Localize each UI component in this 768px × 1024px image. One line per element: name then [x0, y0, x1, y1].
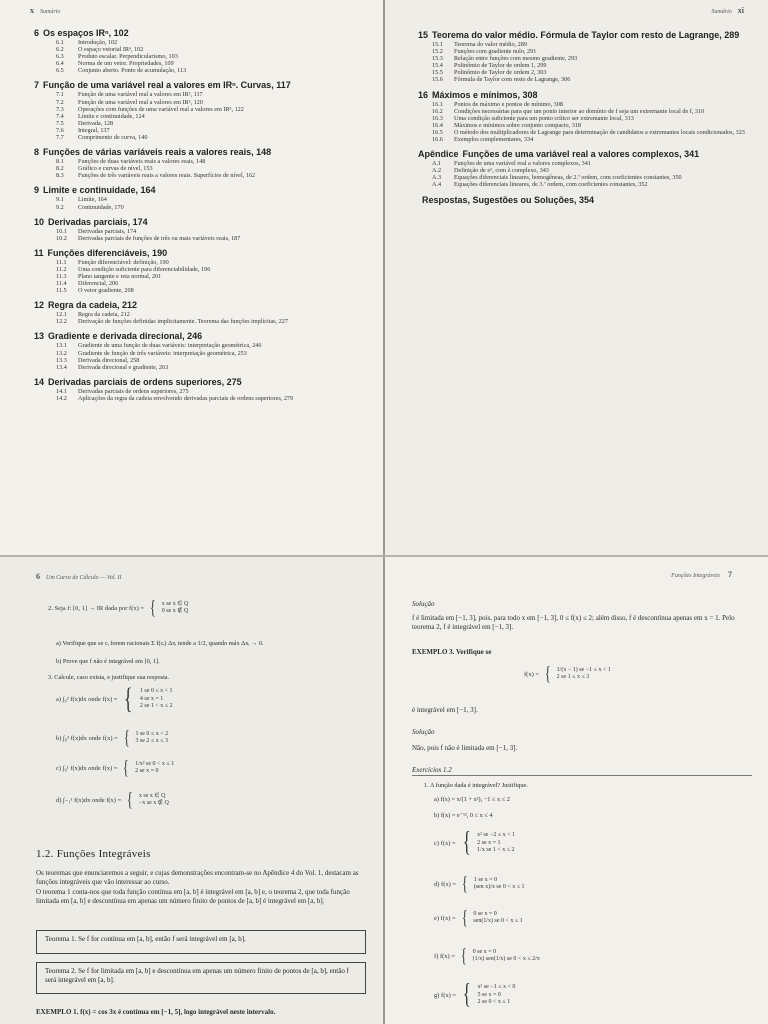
- toc-entry: [42, 235, 362, 242]
- toc-entry: [42, 280, 362, 287]
- entry-title: Derivadas parciais de ordens superiores, 275: [78, 387, 189, 395]
- entry-number: 7.3: [56, 105, 64, 113]
- entry-title: Função diferenciável: definição, 190: [78, 258, 169, 266]
- question-1e: e) f(x) = { 0 se x = 0 sen(1/x) se 0 < x ≤ 1: [434, 907, 523, 929]
- entry-number: 16.3: [432, 114, 443, 122]
- toc-entry: [418, 41, 748, 48]
- entry-title: Derivada, 128: [78, 119, 114, 127]
- entry-number: 11.3: [56, 272, 67, 280]
- example-3: EXEMPLO 3. Verifique se: [412, 648, 492, 656]
- chapter-label: Funções de várias variáveis reais a valores reais, 148: [43, 147, 272, 158]
- chapter-title: [34, 80, 362, 90]
- entry-number: 10.1: [56, 227, 67, 235]
- toc-entry: [42, 113, 362, 120]
- chapter-label: Regra da cadeia, 212: [48, 300, 138, 311]
- entry-number: 13.4: [56, 363, 67, 371]
- entry-title: Conjunto aberto. Ponto de acumulação, 113: [78, 67, 187, 75]
- entry-number: 7.1: [56, 91, 64, 99]
- question-1c: c) f(x) = { x² se −2 ≤ x < 1 2 se x = 1 1/x se 1 < x ≤ 2: [434, 827, 516, 859]
- entry-title: Definição de eᶦᵗ, com λ complexo, 343: [454, 167, 549, 175]
- toc-entry: [42, 259, 362, 266]
- chapter-number: 7: [34, 80, 40, 91]
- solution-text: f é limitada em [−1, 3], pois, para todo x em [−1, 3], 0 ≤ f(x) ≤ 2; além disso, f é descontínua apenas em x = 1. Pelo teorema 2, f é integrável em [−1, 3].: [412, 614, 735, 631]
- entry-title: Continuidade, 170: [78, 203, 124, 211]
- toc-chapter: [34, 216, 362, 242]
- toc-entry: [42, 395, 362, 402]
- toc-entry: [42, 204, 362, 211]
- entry-title: Comprimento de curva, 140: [78, 134, 148, 142]
- chapter-label: Limite e continuidade, 164: [43, 185, 156, 196]
- toc-entry: [418, 174, 748, 181]
- toc-entry: [42, 350, 362, 357]
- page-header: x Sumário: [30, 6, 61, 15]
- chapter-title: [34, 185, 362, 195]
- entry-title: Plano tangente e reta normal, 201: [78, 272, 162, 280]
- entry-title: Funções de uma variável real a valores complexos, 341: [454, 160, 591, 168]
- entry-title: Pontos de máximo e pontos de mínimo, 308: [454, 100, 563, 108]
- toc-entry: [42, 364, 362, 371]
- chapter-label: Teorema do valor médio. Fórmula de Taylor com resto de Lagrange, 289: [432, 30, 740, 40]
- exercise-3c: c) ∫₀¹ f(x)dx onde f(x) = { 1/x² se 0 < x ≤ 1 2 se x = 0: [56, 757, 175, 779]
- chapter-label: Máximos e mínimos, 308: [432, 89, 538, 100]
- entry-number: A.3: [432, 174, 442, 182]
- toc-entry: [42, 134, 362, 141]
- entry-title: Limite, 164: [78, 196, 107, 204]
- chapter-label: Funções de uma variável real a valores complexos, 341: [462, 149, 700, 160]
- entry-number: 14.2: [56, 394, 67, 402]
- entry-number: 13.2: [56, 349, 67, 357]
- entry-title: Limite e continuidade, 124: [78, 112, 145, 120]
- solution-text: Não, pois f não é limitada em [−1, 3].: [412, 744, 518, 752]
- entry-title: Regra da cadeia, 212: [78, 311, 130, 319]
- toc-entry: [42, 99, 362, 106]
- entry-title: Exemplos complementares, 334: [454, 136, 534, 144]
- example-1: EXEMPLO 1. f(x) = cos 3x é contínua em [−1, 5], logo integrável neste intervalo.: [36, 1008, 276, 1016]
- solution-label: Solução: [412, 728, 435, 736]
- entry-number: 7.2: [56, 98, 64, 106]
- entry-title: Gradiente de uma função de duas variáveis: interpretação geométrica, 246: [78, 342, 262, 350]
- toc-entry: [418, 76, 748, 83]
- toc-entry: [42, 53, 362, 60]
- entry-number: 15.4: [432, 62, 443, 70]
- toc-chapter: [418, 195, 748, 205]
- entry-number: 7.4: [56, 112, 64, 120]
- entry-title: Função de uma variável real a valores em IR³, 120: [78, 98, 203, 106]
- chapter-number: 8: [34, 147, 40, 158]
- entry-title: Gráfico e curvas de nível, 153: [78, 165, 153, 173]
- entry-number: 11.5: [56, 287, 67, 295]
- entry-number: 15.3: [432, 55, 443, 63]
- entry-title: Introdução, 102: [78, 39, 118, 46]
- toc-entry: [42, 106, 362, 113]
- toc-entry: [42, 67, 362, 74]
- chapter-number: 15: [418, 30, 429, 40]
- chapter-title: [418, 30, 748, 40]
- text-page-left: [0, 556, 384, 1024]
- question-1b: b) f(x) = e⁻ˣ², 0 ≤ x ≤ 4: [434, 812, 493, 819]
- toc-entry: [42, 342, 362, 349]
- toc-entry: [42, 39, 362, 46]
- chapter-number: 11: [34, 247, 44, 258]
- toc-entry: [42, 266, 362, 273]
- chapter-title: [34, 331, 362, 341]
- entry-number: 7.7: [56, 134, 64, 142]
- toc-chapter: [34, 147, 362, 180]
- entry-title: Funções com gradiente nulo, 291: [454, 48, 537, 56]
- toc-chapter: [418, 90, 748, 144]
- entry-title: Norma de um vetor. Propriedades, 109: [78, 60, 174, 68]
- chapter-number: 10: [34, 216, 45, 227]
- toc-chapter: [34, 376, 362, 402]
- entry-title: Uma condição suficiente para diferenciabilidade, 196: [78, 265, 211, 273]
- example-3-end: é integrável em [−1, 3].: [412, 706, 478, 714]
- toc-entry: [418, 129, 748, 136]
- toc-entry: [418, 69, 748, 76]
- toc-entry: [418, 136, 748, 143]
- chapter-title: [34, 217, 362, 227]
- question-1g: g) f(x) = { x² se −1 ≤ x < 0 5 se x = 0 2 se 0 < x ≤ 1: [434, 979, 516, 1011]
- chapter-label: Derivadas parciais, 174: [48, 216, 148, 227]
- chapter-number: 9: [34, 185, 40, 196]
- entry-title: Funções de duas variáveis reais a valores reais, 148: [78, 158, 206, 166]
- toc-list: [418, 30, 748, 211]
- entry-number: 7.5: [56, 119, 64, 127]
- entry-title: Derivadas parciais de funções de três ou mais variáveis reais, 187: [78, 234, 241, 242]
- toc-entry: [418, 101, 748, 108]
- chapter-number: 14: [34, 376, 45, 387]
- toc-entry: [42, 120, 362, 127]
- entry-number: 16.5: [432, 128, 443, 136]
- paragraph: O teorema 1 conta-nos que toda função contínua em [a, b] é integrável em [a, b] e, o teorema 2, que toda função limitada em [a, b] e descontínua em apenas um número finito de pontos de [a, b] é integrável em [a, b].: [36, 888, 350, 905]
- entry-title: O método dos multiplicadores de Lagrange para determinação de candidatos a extremantes locais condicionados, 323: [454, 128, 745, 136]
- toc-entry: [418, 160, 748, 167]
- chapter-label: Função de uma variável real a valores em IRⁿ. Curvas, 117: [43, 80, 291, 91]
- question-1d: d) f(x) = { 1 se x = 0 (sen x)/x se 0 < x ≤ 1: [434, 873, 525, 895]
- entry-title: Relação entre funções com mesmo gradiente, 293: [454, 55, 578, 63]
- chapter-title: [34, 248, 362, 258]
- entry-number: 15.6: [432, 76, 443, 84]
- chapter-title: [418, 195, 748, 205]
- chapter-label: Funções diferenciáveis, 190: [47, 247, 168, 258]
- toc-entry: [42, 91, 362, 98]
- chapter-title: [34, 300, 362, 310]
- entry-number: 16.4: [432, 121, 443, 129]
- chapter-title: [34, 377, 362, 387]
- exercise-3a: a) ∫₀² f(x)dx onde f(x) = { 1 se 0 ≤ x < 1 4 se x = 1 2 se 1 < x ≤ 2: [56, 682, 173, 716]
- exercise-3d: d) ∫₋₁¹ f(x)dx onde f(x) = { x se x ∈ Q −x se x ∉ Q: [56, 789, 169, 811]
- toc-chapter: [34, 300, 362, 326]
- entry-title: Diferencial, 206: [78, 280, 119, 288]
- entry-number: 16.1: [432, 100, 443, 108]
- toc-entry: [42, 158, 362, 165]
- toc-entry: [42, 357, 362, 364]
- toc-chapter: [34, 247, 362, 295]
- entry-number: 9.2: [56, 203, 64, 211]
- exercise-2: 2. Seja f: [0, 1] → IR dada por f(x) = { x se x ∈ Q 0 se x ∉ Q: [48, 597, 189, 619]
- chapter-title: [418, 149, 748, 159]
- entry-number: 10.2: [56, 234, 67, 242]
- example-3-function: f(x) = { 1/(x − 1) se −1 ≤ x < 1 2 se 1 ≤ x ≤ 3: [524, 663, 611, 685]
- toc-page-left: [0, 0, 384, 556]
- toc-entry: [42, 60, 362, 67]
- entry-title: Função de uma variável real a valores em IR², 117: [78, 91, 203, 99]
- toc-entry: [42, 273, 362, 280]
- entry-number: 8.2: [56, 165, 64, 173]
- chapter-number: Apêndice: [418, 149, 459, 160]
- toc-entry: [418, 48, 748, 55]
- toc-entry: [42, 165, 362, 172]
- toc-entry: [42, 228, 362, 235]
- chapter-number: 6: [34, 28, 40, 38]
- entry-title: Máximos e mínimos sobre conjunto compacto, 318: [454, 121, 581, 129]
- text-page-right: [384, 556, 768, 1024]
- page-seam: [0, 555, 768, 557]
- entry-title: Fórmula de Taylor com resto de Lagrange, 306: [454, 76, 571, 84]
- toc-entry: [42, 318, 362, 325]
- entry-title: Teorema do valor médio, 289: [454, 41, 527, 48]
- exercise-2b: b) Prove que f não é integrável em [0, 1].: [56, 658, 160, 665]
- toc-entry: [418, 108, 748, 115]
- entry-title: Derivada direcional, 258: [78, 356, 140, 364]
- entry-title: Operações com funções de uma variável real a valores em IRⁿ, 122: [78, 105, 244, 113]
- toc-entry: [42, 46, 362, 53]
- chapter-label: Gradiente e derivada direcional, 246: [48, 331, 203, 342]
- toc-chapter: [34, 185, 362, 211]
- exercise-2a: a) Verifique que se cᵢ forem racionais Σ f(cᵢ) Δxᵢ tende a 1/2, quando máx Δxᵢ → 0.: [56, 640, 264, 647]
- toc-chapter: [34, 331, 362, 371]
- toc-entry: [42, 196, 362, 203]
- chapter-label: Os espaços IRⁿ, 102: [43, 28, 129, 38]
- toc-chapter: [34, 28, 362, 75]
- entry-number: A.2: [432, 167, 442, 175]
- toc-entry: [418, 122, 748, 129]
- toc-chapter: [418, 149, 748, 188]
- entry-number: A.1: [432, 160, 442, 168]
- entry-title: Integral, 137: [78, 126, 110, 134]
- entry-title: Produto escalar. Perpendicularismo, 103: [78, 53, 178, 61]
- exercise-3: 3. Calcule, caso exista, e justifique sua resposta.: [48, 674, 170, 681]
- entry-number: 7.6: [56, 126, 64, 134]
- chapter-title: [34, 147, 362, 157]
- chapter-number: 16: [418, 89, 429, 100]
- entry-number: 11.1: [56, 258, 67, 266]
- entry-number: 6.5: [56, 67, 64, 75]
- entry-title: Funções de três variáveis reais a valores reais. Superfícies de nível, 162: [78, 172, 256, 180]
- entry-title: Polinômio de Taylor de ordem 1, 299: [454, 62, 547, 70]
- entry-number: 16.2: [432, 107, 443, 115]
- entry-number: 12.1: [56, 311, 67, 319]
- entry-number: 13.1: [56, 342, 67, 350]
- toc-chapter: [34, 80, 362, 142]
- entry-number: 15.2: [432, 48, 443, 56]
- entry-number: 12.2: [56, 318, 67, 326]
- entry-number: A.4: [432, 181, 442, 189]
- entry-number: 8.1: [56, 158, 64, 166]
- entry-title: Uma condição suficiente para um ponto crítico ser extremante local, 313: [454, 114, 634, 122]
- toc-entry: [42, 388, 362, 395]
- entry-number: 13.3: [56, 356, 67, 364]
- page-seam: [383, 0, 385, 1024]
- page-header: Sumário xi: [711, 6, 744, 15]
- toc-entry: [418, 115, 748, 122]
- entry-title: Derivação de funções definidas implicitamente. Teorema das funções implícitas, 227: [78, 318, 288, 326]
- entry-number: 11.2: [56, 265, 67, 273]
- entry-number: 11.4: [56, 280, 67, 288]
- entry-title: Derivadas parciais, 174: [78, 227, 137, 235]
- entry-number: 15.1: [432, 41, 443, 48]
- chapter-label: Respostas, Sugestões ou Soluções, 354: [422, 194, 595, 205]
- theorem-1-box: Teorema 1. Se f for contínua em [a, b], então f será integrável em [a, b].: [36, 930, 366, 954]
- question-1f: f) f(x) = { 0 se x = 0 (1/x) sen(1/x) se 0 < x ≤ 2/π: [434, 945, 540, 967]
- theorem-2-box: Teorema 2. Se f for limitada em [a, b] e descontínua em apenas um número finito de pontos de [a, b], então f será integrável em [a, b].: [36, 962, 366, 994]
- toc-entry: [418, 62, 748, 69]
- entry-title: Equações diferenciais lineares, homogêneas, de 2.ª ordem, com coeficientes constantes, 350: [454, 174, 682, 182]
- toc-entry: [42, 172, 362, 179]
- chapter-title: [34, 28, 362, 38]
- toc-entry: [418, 55, 748, 62]
- exercise-3b: b) ∫₀³ f(x)dx onde f(x) = { 1 se 0 ≤ x < 2 3 se 2 ≤ x ≤ 3: [56, 727, 169, 749]
- entry-number: 15.5: [432, 69, 443, 77]
- entry-title: Derivada direcional e gradiente, 263: [78, 363, 169, 371]
- entry-number: 6.2: [56, 46, 64, 54]
- toc-entry: [42, 287, 362, 294]
- entry-title: Condições necessárias para que um ponto interior ao domínio de f seja um extremante local de f, 310: [454, 107, 705, 115]
- entry-number: 9.1: [56, 196, 64, 204]
- toc-chapter: [418, 30, 748, 84]
- entry-title: Gradiente de função de três variáveis: interpretação geométrica, 253: [78, 349, 247, 357]
- entry-title: Equações diferenciais lineares, de 3.ª ordem, com coeficientes constantes, 352: [454, 181, 648, 189]
- solution-label: Solução: [412, 600, 435, 608]
- entry-title: O vetor gradiente, 208: [78, 287, 134, 295]
- question-1a: a) f(x) = x/(1 + x²), −1 ≤ x ≤ 2: [434, 796, 510, 803]
- chapter-label: Derivadas parciais de ordens superiores, 275: [48, 376, 242, 387]
- chapter-number: 12: [34, 300, 45, 311]
- section-title: 1.2. Funções Integráveis: [36, 848, 151, 860]
- page-header: 6 Um Curso de Cálculo — Vol. II: [36, 572, 122, 581]
- toc-entry: [42, 127, 362, 134]
- question-1: 1. A função dada é integrável? Justifique.: [424, 782, 528, 789]
- entry-number: 8.3: [56, 172, 64, 180]
- entry-number: 6.3: [56, 53, 64, 61]
- toc-entry: [42, 311, 362, 318]
- toc-entry: [418, 181, 748, 188]
- entry-number: 6.4: [56, 60, 64, 68]
- entry-number: 14.1: [56, 387, 67, 395]
- toc-page-right: [384, 0, 768, 556]
- entry-number: 6.1: [56, 39, 64, 46]
- exercises-title: Exercícios 1.2: [412, 766, 752, 776]
- chapter-title: [418, 90, 748, 100]
- page-header: Funções Integráveis 7: [671, 570, 732, 579]
- toc-entry: [418, 167, 748, 174]
- paragraph: Os teoremas que enunciaremos a seguir, e cujas demonstrações encontram-se no Apêndice 4 do Vol. 1, destacam as funções integráveis que vão interessar ao curso.: [36, 869, 359, 886]
- entry-title: O espaço vetorial IRⁿ, 102: [78, 46, 144, 54]
- entry-title: Polinômio de Taylor de ordem 2, 303: [454, 69, 547, 77]
- toc-list: [34, 28, 362, 408]
- chapter-number: 13: [34, 331, 45, 342]
- entry-title: Aplicações da regra da cadeia envolvendo derivadas parciais de ordens superiores, 279: [78, 394, 294, 402]
- entry-number: 16.6: [432, 136, 443, 144]
